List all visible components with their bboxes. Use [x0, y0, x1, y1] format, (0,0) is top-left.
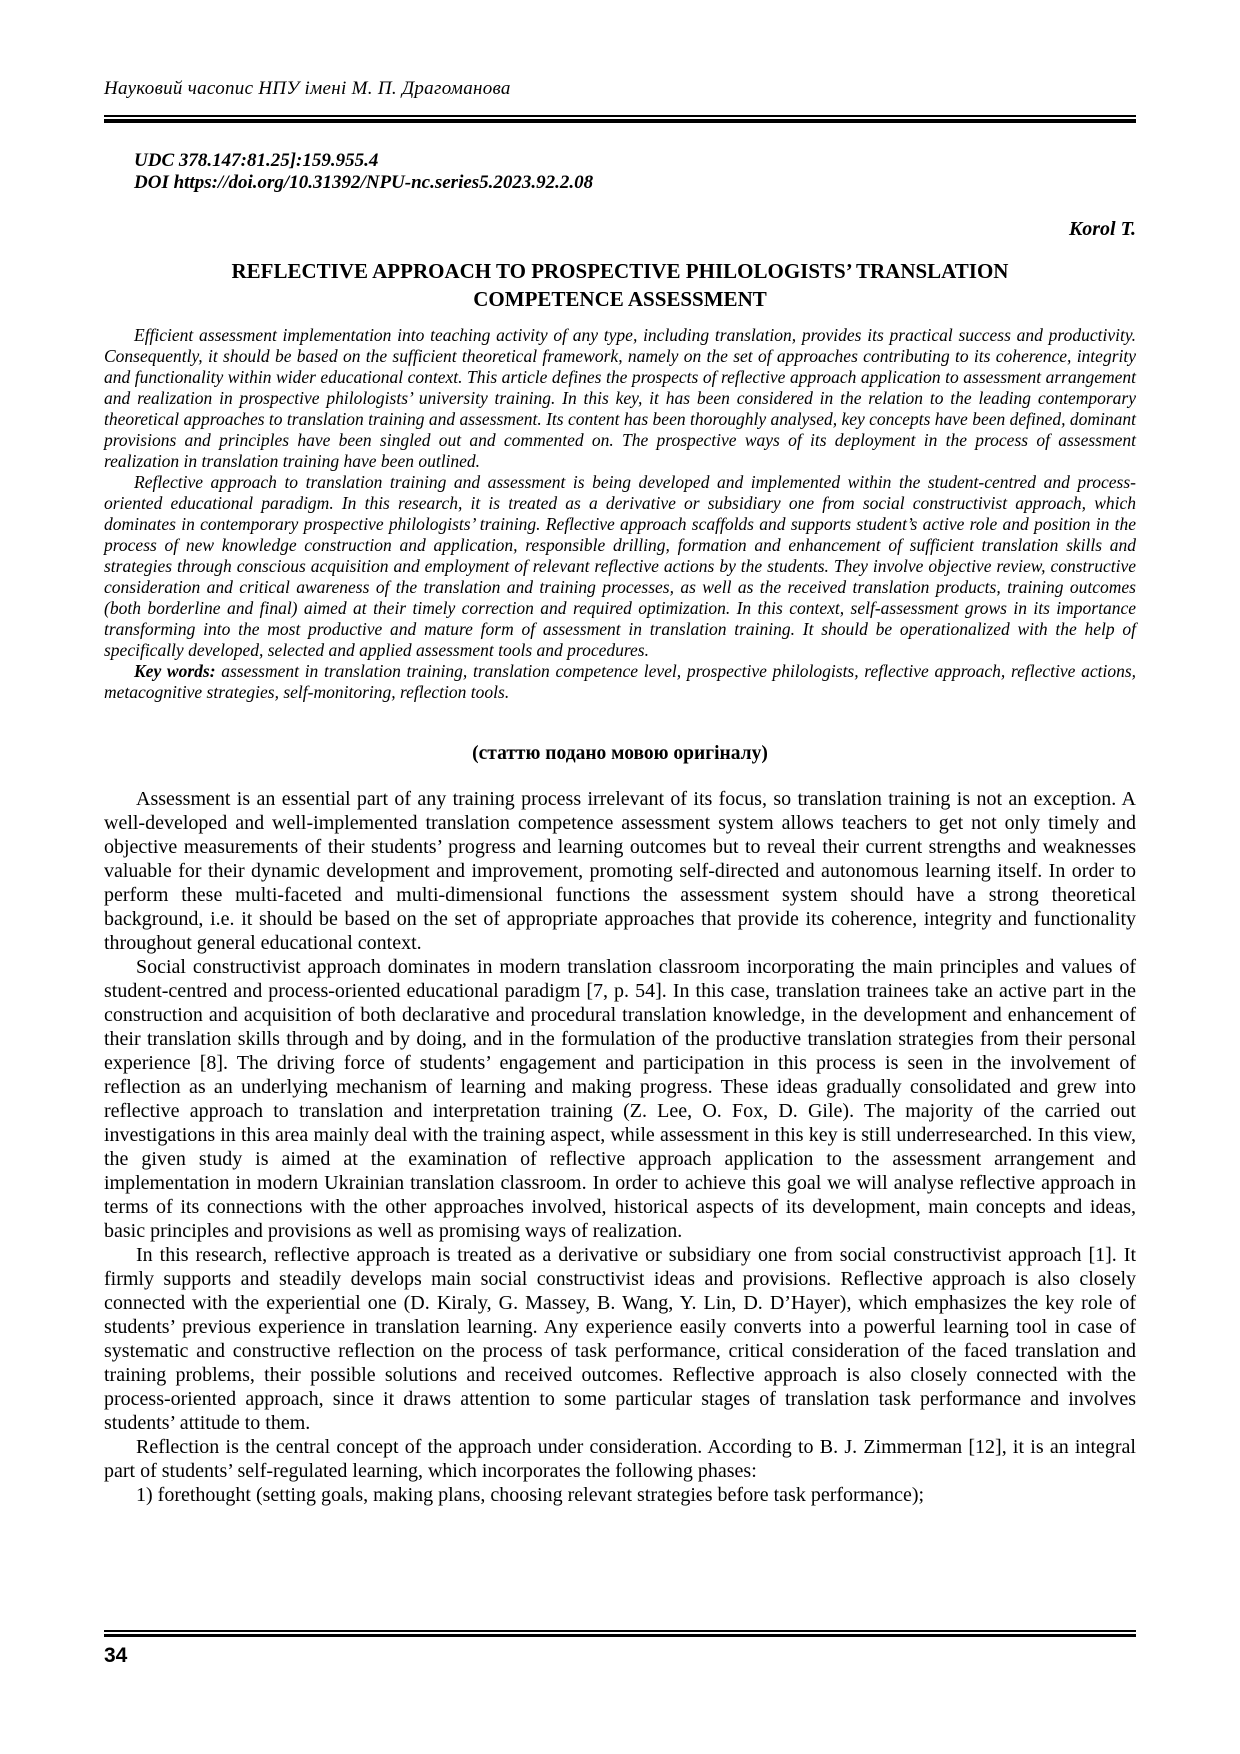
article-meta	[134, 150, 1136, 194]
author-name: Korol T.	[1068, 218, 1136, 240]
header-rule	[104, 115, 1136, 123]
language-note: (статтю подано мовою оригіналу)	[472, 743, 768, 764]
header-rule-thin-line	[104, 115, 1136, 117]
keywords-paragraph	[104, 661, 1136, 703]
header-rule-thick-line	[104, 119, 1136, 123]
keywords-label: Key words:	[134, 661, 216, 681]
abstract-paragraph-2: Reflective approach to translation training and assessment is being developed and implemented within the student-centred and process-oriented educational paradigm. In this research, it is treated as a derivative or subsidiary one from social constructivist approach, which dominates in contemporary prospective philologists’ training. Reflective approach scaffolds and supports student’s active role and position in the process of new knowledge construction and application, responsible drilling, formation and enhancement of sufficient translation skills and strategies through conscious acquisition and employment of relevant reflective actions by the students. They involve objective review, constructive consideration and critical awareness of the translation and training processes, as well as the received translation products, training outcomes (both borderline and final) aimed at their timely correction and required optimization. In this context, self-assessment grows in its importance transforming into the most productive and mature form of assessment in translation training. It should be operationalized with the help of specifically developed, selected and applied assessment tools and procedures.	[104, 472, 1136, 660]
doi-line: DOI https://doi.org/10.31392/NPU-nc.series5.2023.92.2.08	[134, 172, 594, 193]
footer-rule-thick-line	[104, 1634, 1136, 1637]
body-paragraph-3: In this research, reflective approach is treated as a derivative or subsidiary one from social constructivist approach [1]. It firmly supports and steadily develops main social constructivist ideas and provisions. Reflective approach is also closely connected with the experiential one (D. Kiraly, G. Massey, B. Wang, Y. Lin, D. D’Hayer), which emphasizes the key role of students’ previous experience in translation learning. Any experience easily converts into a powerful learning tool in case of systematic and constructive reflection on the process of task performance, critical consideration of the faced translation and training problems, their possible solutions and received outcomes. Reflective approach is also closely connected with the process-oriented approach, since it draws attention to some particular stages of translation task performance and involves students’ attitude to them.	[104, 1244, 1136, 1434]
page-footer	[104, 1630, 1136, 1668]
footer-rule	[104, 1630, 1136, 1637]
page-number: 34	[104, 1644, 128, 1667]
udc-line: UDC 378.147:81.25]:159.955.4	[134, 150, 379, 171]
article-title: REFLECTIVE APPROACH TO PROSPECTIVE PHILOLOGISTS’ TRANSLATION COMPETENCE ASSESSMENT	[231, 259, 1009, 311]
article-body	[104, 787, 1136, 1507]
abstract-paragraph-1: Efficient assessment implementation into teaching activity of any type, including translation, provides its practical success and productivity. Consequently, it should be based on the sufficient theoretical framework, namely on the set of approaches contributing to its coherence, integrity and functionality within wider educational context. This article defines the prospects of reflective approach application to assessment arrangement and realization in prospective philologists’ university training. In this key, it has been considered in the relation to the leading contemporary theoretical approaches to translation training and assessment. Its content has been thoroughly analysed, key concepts have been defined, dominant provisions and principles have been singled out and commented on. The prospective ways of its deployment in the process of assessment realization in translation training have been outlined.	[104, 325, 1136, 471]
footer-rule-thin-line	[104, 1630, 1136, 1632]
keywords-text: assessment in translation training, translation competence level, prospective philologists, reflective approach, reflective actions, metacognitive strategies, self-monitoring, reflection tools.	[104, 661, 1137, 702]
body-paragraph-4: Reflection is the central concept of the approach under consideration. According to B. J. Zimmerman [12], it is an integral part of students’ self-regulated learning, which incorporates the following phases:	[104, 1436, 1136, 1482]
abstract-section	[104, 325, 1136, 703]
body-paragraph-2: Social constructivist approach dominates in modern translation classroom incorporating the main principles and values of student-centred and process-oriented educational paradigm [7, p. 54]. In this case, translation trainees take an active part in the construction and acquisition of both declarative and procedural translation knowledge, in the development and enhancement of their translation skills through and by doing, and in the formulation of the productive translation strategies from their personal experience [8]. The driving force of students’ engagement and participation in this process is seen in the involvement of reflection as an underlying mechanism of learning and making progress. These ideas gradually consolidated and grew into reflective approach to translation and interpretation training (Z. Lee, O. Fox, D. Gile). The majority of the carried out investigations in this area mainly deal with the training aspect, while assessment in this key is still underresearched. In this view, the given study is aimed at the examination of reflective approach application to the assessment arrangement and implementation in modern Ukrainian translation classroom. In order to achieve this goal we will analyse reflective approach in terms of its connections with the other approaches involved, historical aspects of its development, main concepts and ideas, basic principles and provisions as well as promising ways of realization.	[104, 956, 1136, 1242]
body-paragraph-1: Assessment is an essential part of any training process irrelevant of its focus, so translation training is not an exception. A well-developed and well-implemented translation competence assessment system allows teachers to get not only timely and objective measurements of their students’ progress and learning outcomes but to reveal their current strengths and weaknesses valuable for their dynamic development and improvement, promoting self-directed and autonomous learning itself. In order to perform these multi-faceted and multi-dimensional functions the assessment system should have a strong theoretical background, i.e. it should be based on the set of appropriate approaches that provide its coherence, integrity and functionality throughout general educational context.	[104, 788, 1136, 954]
running-header: Науковий часопис НПУ імені М. П. Драгоманова	[104, 78, 511, 99]
body-list-item-1: 1) forethought (setting goals, making plans, choosing relevant strategies before task performance);	[136, 1484, 925, 1506]
